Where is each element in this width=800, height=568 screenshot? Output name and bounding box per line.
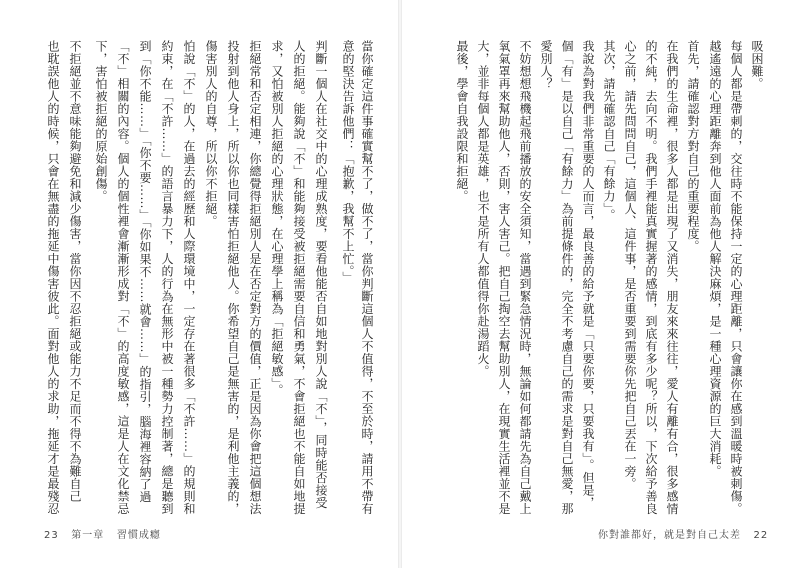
text-column: 到「你不能……」「你不要……」「你如果不……就會……」的指引，腦海裡容納了過 [138,40,152,503]
text-column: 個「有」是以自己「有餘力」為前提條件的，完全不考慮自己的需求是對自己無愛，那 [560,40,574,515]
page-number: 23 [44,530,59,541]
text-column: 在我們的生命裡，很多人都是出現了又消失，朋友來來往往，愛人有離有合，很多感情 [665,40,679,515]
running-head: 你對誰都好，就是對自己太差 [598,530,741,541]
text-column: 吸困難。 [750,40,764,90]
page-number: 22 [753,530,769,541]
book-gutter [398,0,402,568]
left-folio [44,526,161,541]
text-column: 判斷一個人在社交中的心理成熟度，要看他能否自如地對別人說「不」，同時能否接受 [314,40,328,509]
text-column: 當你確定這件事確實幫不了，做不了，當你判斷這個人不值得，不至於時，請用不帶有 [360,40,374,515]
left-page [44,40,374,515]
text-column: 愛別人？ [539,40,553,90]
text-column: 心之前，請先問問自己，這個人、這件事，是否重要到需要你先把自己丟在一旁。 [623,40,637,490]
text-column: 拒絕常和否定相連，你總覺得拒絕別人是在否定對方的價值，正是因為你會把這個想法 [248,40,262,515]
text-column: 越遙遠的心理距離奔到他人面前為他人解決麻煩，是一種心理資源的巨大消耗。 [708,40,722,478]
text-column: 其次，請先確認自己「有餘力」。 [602,40,616,222]
text-column: 投射到他人身上，所以你也同樣害怕拒絕他人。你希望自己是無害的，是利他主義的， [226,40,240,515]
text-column: 不拒絕並不意味能夠避免和減少傷害，當你因不忍拒絕或能力不足而不得不為難自己 [68,40,82,503]
text-column: 求，又怕被別人拒絕的心理狀態，在心理學上稱為「拒絕敏感」。 [270,40,284,397]
chapter-title: 習慣成癮 [116,530,161,541]
text-column: 下，害怕被拒絕的原始創傷。 [94,40,108,203]
text-column: 約束，在「不許……」的語言暴力下，人的行為在無形中被一種勢力控制著，總是聽到 [160,40,174,515]
text-column: 傷害別人的自尊，所以你不拒絕。 [204,40,218,228]
text-column: 每個人都是帶刺的，交往時不能保持一定的心理距離，只會讓你在感到溫暖時被刺傷。 [729,40,743,515]
text-column: 大，並非每個人都是英雄，也不是所有人都值得你赴湯蹈火。 [476,40,490,378]
chapter-label: 第一章 [71,530,105,541]
text-column: 意的堅決告訴他們：「抱歉，我幫不上忙。」 [341,40,355,284]
right-page [440,40,765,515]
text-column: 人的拒絕。能夠說「不」和能夠接受被拒絕需要自信和勇氣，不會拒絕也不能自如地提 [292,40,306,515]
right-folio [598,526,768,541]
text-column: 氧氣罩再來幫助他人，否則，害人害己。把自己掏空去幫助別人，在現實生活裡並不是 [497,40,511,515]
text-column: 最後，學會自我設限和拒絕。 [455,40,469,203]
text-column: 不妨想想飛機起飛前播放的安全須知，當遇到緊急情況時，無論如何都請先為自己戴上 [518,40,532,515]
text-column: 怕說「不」的人，在過去的經歷和人際環境中，一定存在著很多「不許……」的規則和 [182,40,196,515]
text-column-emphasis: 也耽誤他人的時候，只會在無盡的拖延中傷害彼此。面對他人的求助，拖延才是最殘忍 [46,40,60,515]
text-column: 首先，請確認對方對自己的重要程度。 [686,40,700,253]
text-column: 的不純，去向不明。我們手裡能真實握著的感情，到底有多少呢？所以，下次給予善良 [644,40,658,515]
text-column: 「不」相關的內容。個人的個性裡會漸漸形成對「不」的高度敏感，這是人在文化禁忌 [116,40,130,515]
text-column: 我說為對我們非常重要的人而言，最良善的給予就是「只要你要，只要我有」。但是， [581,40,595,509]
